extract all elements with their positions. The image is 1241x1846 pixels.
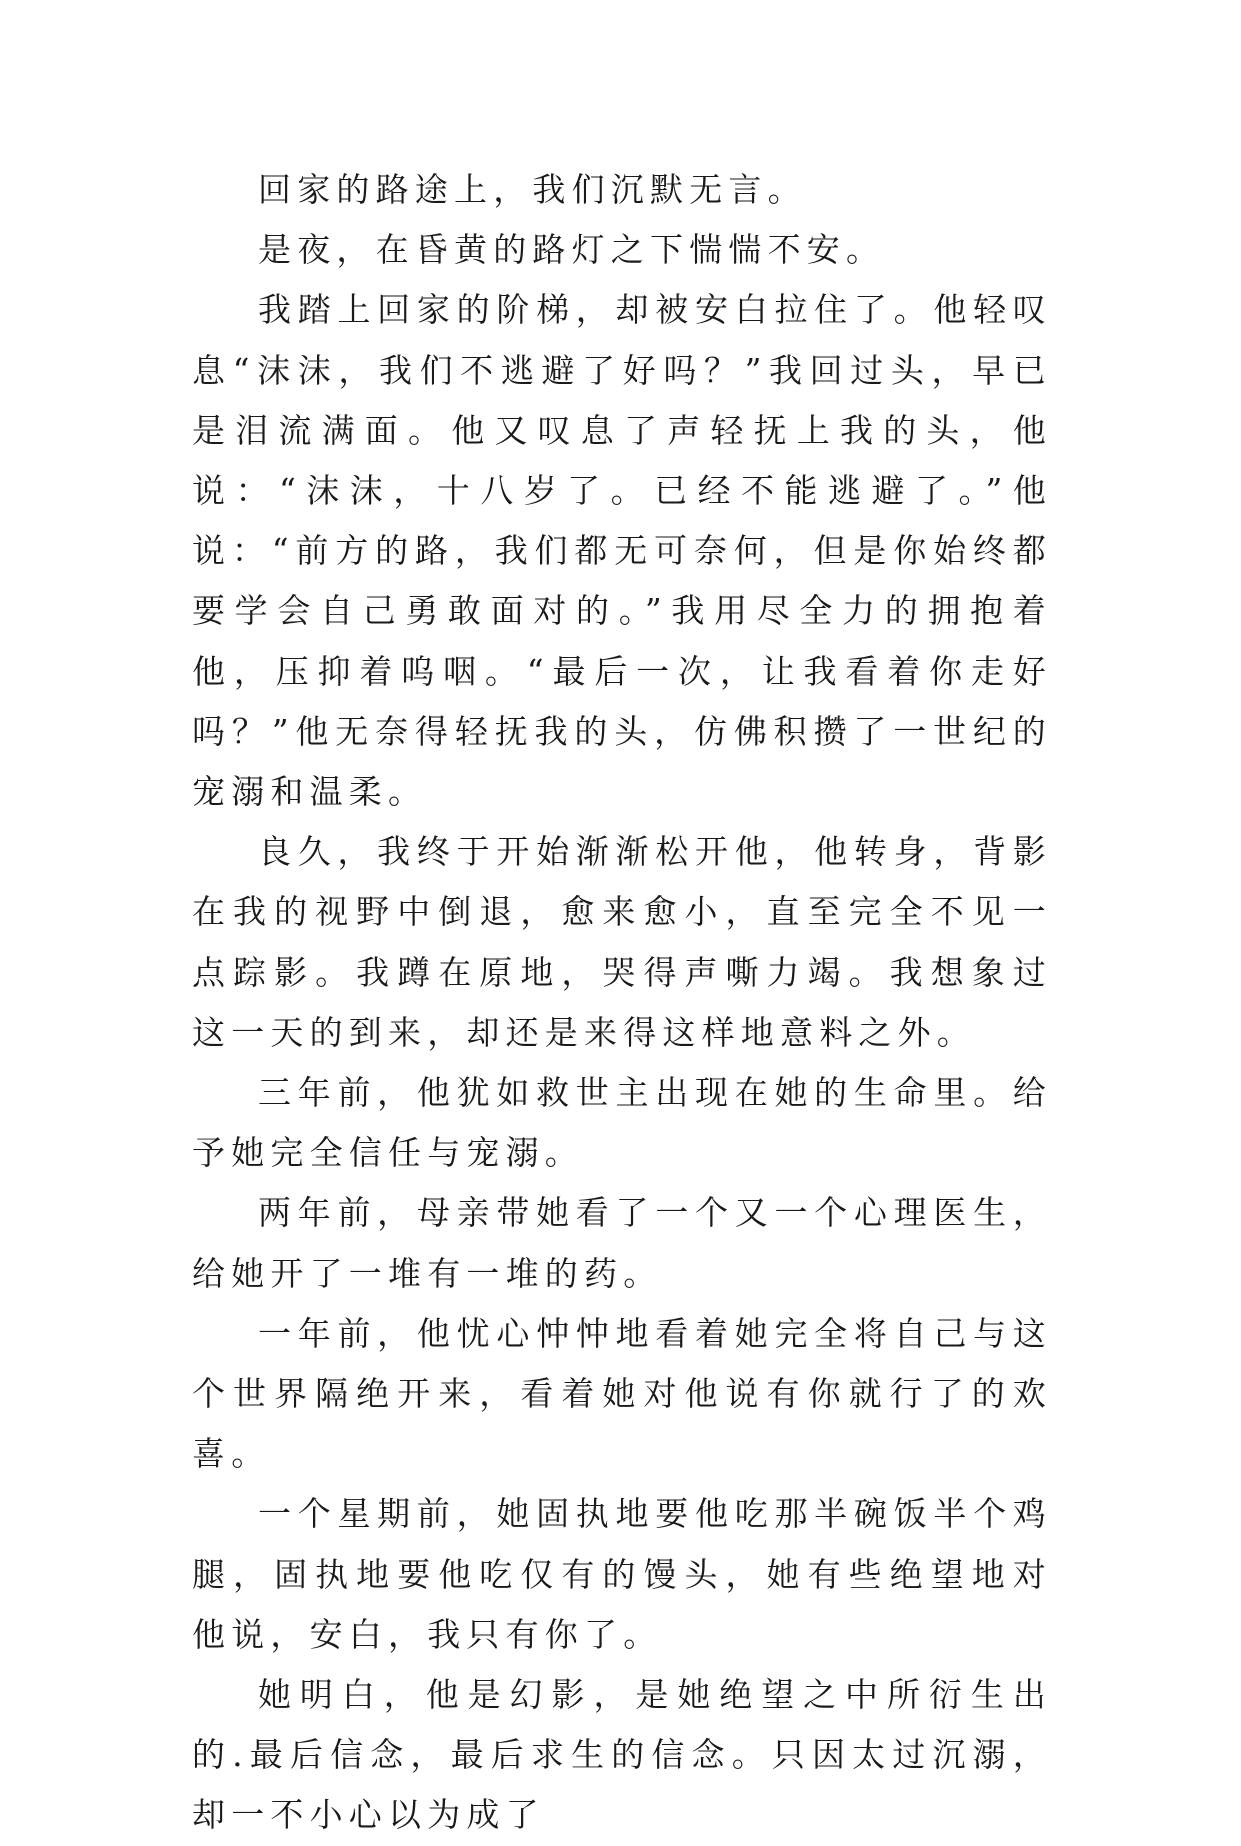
- paragraph-5: 三年前，他犹如救世主出现在她的生命里。给予她完全信任与宠溺。: [192, 1073, 1052, 1173]
- paragraph-3: 我踏上回家的阶梯，却被安白拉住了。他轻叹息“沫沫，我们不逃避了好吗？”我回过头，早已是泪流满面。他又叹息了声轻抚上我的头，他说：“沫沫，十八岁了。已经不能逃避了。”他说：“前方的路，我们都无可奈何，但是你始终都要学会自己勇敢面对的。”我用尽全力的拥抱着他，压抑着呜咽。“最后一次，让我看着你走好吗？”他无奈得轻抚我的头，仿佛积攒了一世纪的宠溺和温柔。: [192, 290, 1052, 812]
- paragraph-4: 良久，我终于开始渐渐松开他，他转身，背影在我的视野中倒退，愈来愈小，直至完全不见一点踪影。我蹲在原地，哭得声嘶力竭。我想象过这一天的到来，却还是来得这样地意料之外。: [192, 832, 1052, 1052]
- paragraph-8: 一个星期前，她固执地要他吃那半碗饭半个鸡腿，固执地要他吃仅有的馒头，她有些绝望地对他说，安白，我只有你了。: [192, 1494, 1052, 1654]
- document-body: [192, 160, 1052, 1846]
- paragraph-6: 两年前，母亲带她看了一个又一个心理医生，给她开了一堆有一堆的药。: [192, 1193, 1052, 1293]
- paragraph-9: 她明白，他是幻影，是她绝望之中所衍生出的.最后信念，最后求生的信念。只因太过沉溺，却一不小心以为成了: [192, 1675, 1052, 1835]
- paragraph-7: 一年前，他忧心忡忡地看着她完全将自己与这个世界隔绝开来，看着她对他说有你就行了的欢喜。: [192, 1313, 1052, 1474]
- paragraph-1: 回家的路途上，我们沉默无言。: [258, 170, 807, 209]
- paragraph-2: 是夜，在昏黄的路灯之下惴惴不安。: [258, 230, 886, 270]
